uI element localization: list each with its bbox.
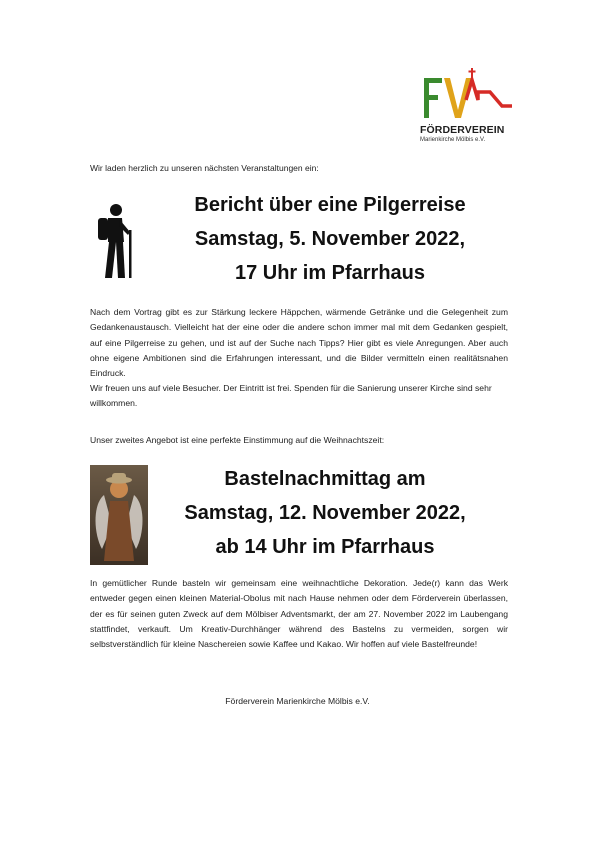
event1-description: Nach dem Vortrag gibt es zur Stärkung leckere Häppchen, wärmende Getränke und die Gelegenheit zum Gedankenaustausch. Vielleicht hat der eine oder die andere schon immer mal mit dem Gedanken gespielt, auf eine Pilgerreise zu gehen, und ist auf der Suche nach Tipps? Hier gibt es viele Anregungen. Aber auch ohne eigene Ambitionen sind die Erfahrungen interessant, und die Bilder vermitteln einen realitätsnahen Eindruck. — [90, 307, 508, 379]
fv-church-logo-icon — [420, 66, 520, 122]
event1-note: Wir freuen uns auf viele Besucher. Der Eintritt ist frei. Spenden für die Sanierung unserer Kirche sind sehr willkommen. — [90, 383, 492, 409]
event2-title: Bastelnachmittag am — [224, 468, 426, 490]
event1-date: Samstag, 5. November 2022, — [194, 228, 466, 250]
intro-text: Wir laden herzlich zu unseren nächsten Veranstaltungen ein: — [90, 163, 319, 173]
event2-description: In gemütlicher Runde basteln wir gemeinsam eine weihnachtliche Dekoration. Jede(r) kann das Werk entweder gegen einen kleinen Material-Obolus mit nach Hause nehmen oder dem Förderverein überlassen, der es für seinen guten Zweck auf dem Mölbiser Adventsmarkt, der am 27. November 2022 im Laubengang stattfindet, verkauft. Um Kreativ-Durchhänger während des Bastelns zu vermeiden, sorgen wir selbstverständlich für kleine Naschereien sowie Kaffee und Kakao. Wir hoffen auf viele Bastelfreunde! — [90, 578, 508, 650]
foerderverein-logo — [420, 66, 520, 156]
logo-subtitle: Marienkirche Mölbis e.V. — [420, 137, 486, 143]
event1-time-place: 17 Uhr im Pfarrhaus — [234, 262, 426, 284]
second-offer-intro: Unser zweites Angebot ist eine perfekte Einstimmung auf die Weihnachtszeit: — [90, 435, 385, 445]
event2-time-place: ab 14 Uhr im Pfarrhaus — [215, 536, 435, 558]
event2-date: Samstag, 12. November 2022, — [184, 502, 466, 524]
hiker-icon — [92, 202, 140, 280]
event1-title: Bericht über eine Pilgerreise — [194, 194, 466, 216]
signature: Förderverein Marienkirche Mölbis e.V. — [225, 696, 370, 706]
logo-name: FÖRDERVEREIN — [420, 124, 505, 136]
angel-figure-photo — [90, 465, 148, 565]
